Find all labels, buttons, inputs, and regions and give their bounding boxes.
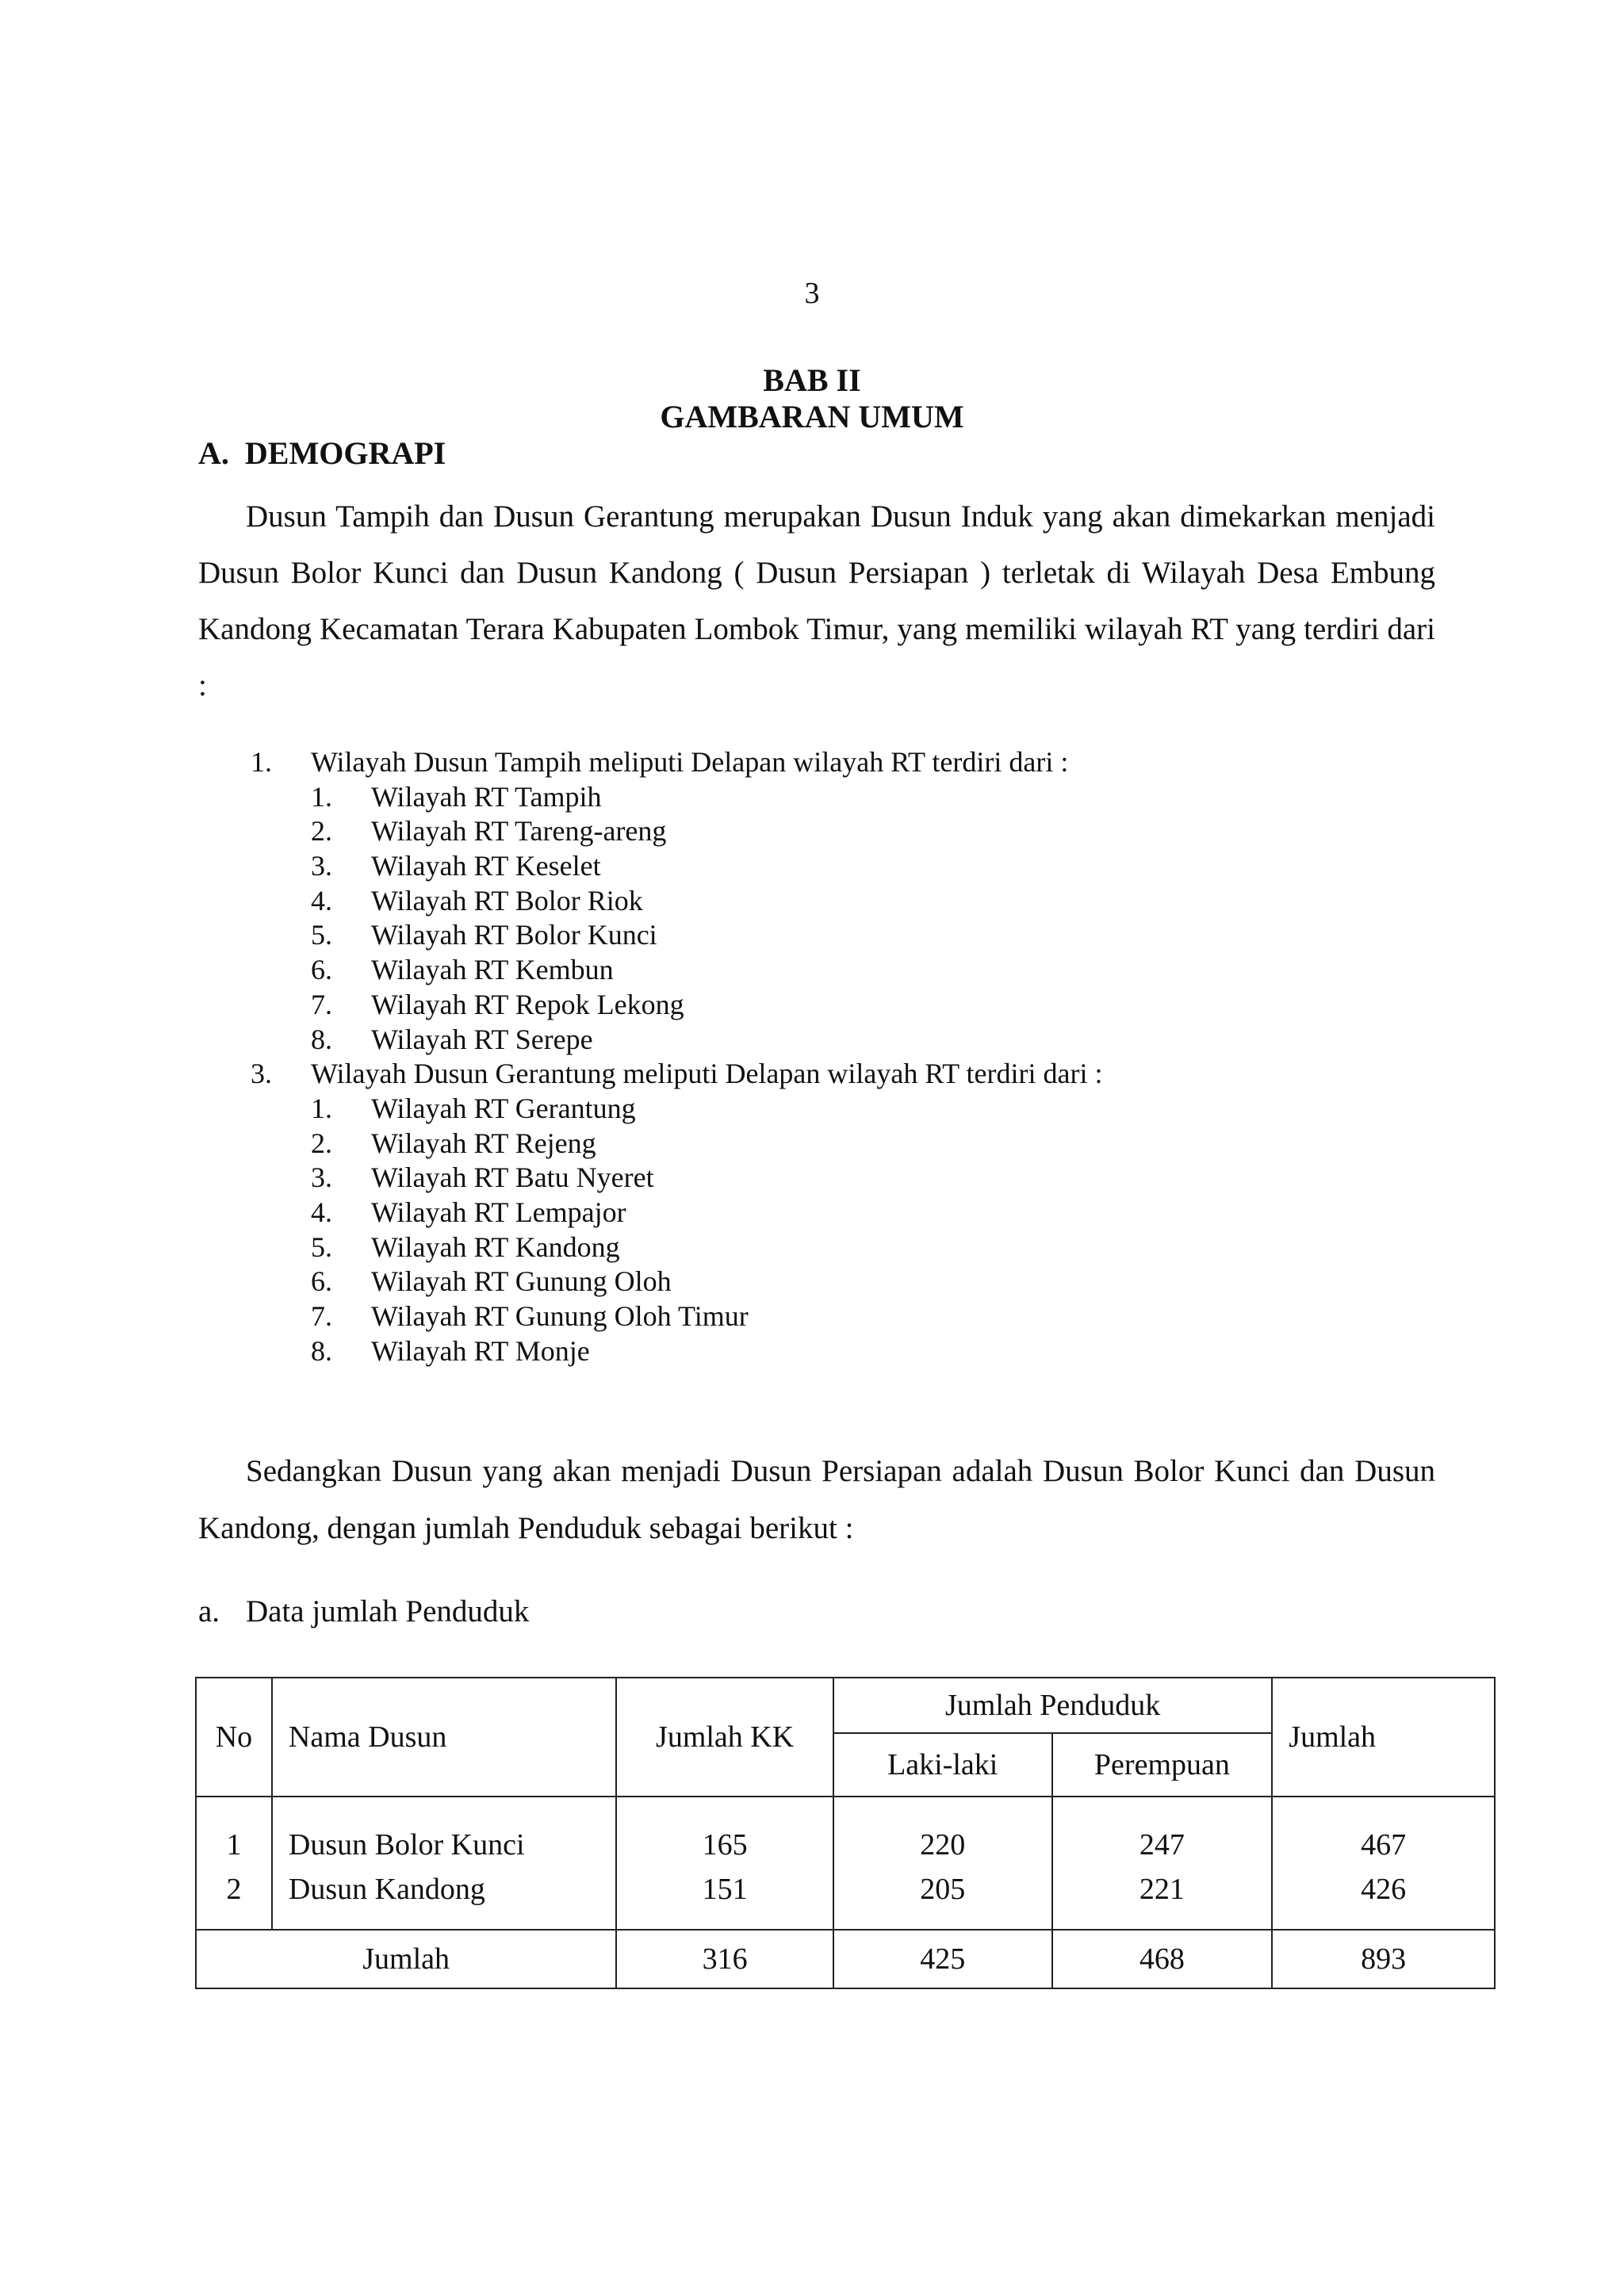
list-item: 2. Wilayah RT Tareng-areng xyxy=(311,815,667,848)
header-perempuan: Perempuan xyxy=(1052,1733,1273,1797)
intro-paragraph: Dusun Tampih dan Dusun Gerantung merupakan Dusun Induk yang akan dimekarkan menjadi Dusun Bolor Kunci dan Dusun Kandong ( Dusun Persiapan ) terletak di Wilayah Desa Embung Kandong Kecamatan Terara Kabupaten Lombok Timur, yang memiliki wilayah RT yang terdiri dari : xyxy=(198,499,1435,702)
list-item: 4. Wilayah RT Bolor Riok xyxy=(311,884,643,916)
section-heading xyxy=(198,434,446,472)
table-total-row xyxy=(196,1930,1495,1988)
table-cell: Dusun Kandong xyxy=(288,1873,485,1906)
subsection-label: a. xyxy=(198,1594,220,1628)
header-no: No xyxy=(196,1678,272,1797)
total-label: Jumlah xyxy=(196,1930,616,1988)
list-item: 2. Wilayah RT Rejeng xyxy=(311,1127,596,1159)
list-item: 1. Wilayah RT Tampih xyxy=(311,780,602,813)
col-jumlah xyxy=(1272,1797,1495,1930)
subsection-heading xyxy=(198,1594,529,1629)
list-item: 5. Wilayah RT Kandong xyxy=(311,1230,620,1263)
total-jumlah: 893 xyxy=(1272,1930,1495,1988)
table-cell: 220 xyxy=(920,1828,966,1862)
total-kk: 316 xyxy=(616,1930,833,1988)
list-heading: 3. Wilayah Dusun Gerantung meliputi Delapan wilayah RT terdiri dari : xyxy=(251,1058,1103,1090)
table-cell: 205 xyxy=(920,1873,966,1906)
chapter-title: GAMBARAN UMUM xyxy=(660,399,964,434)
list-item: 8. Wilayah RT Serepe xyxy=(311,1023,593,1055)
table-cell: 247 xyxy=(1139,1828,1185,1862)
header-jumlah-kk: Jumlah KK xyxy=(616,1678,833,1797)
col-kk xyxy=(616,1797,833,1930)
table-cell: 426 xyxy=(1361,1873,1407,1906)
list-item: 6. Wilayah RT Kembun xyxy=(311,954,614,986)
table-body xyxy=(196,1797,1495,1930)
population-table xyxy=(195,1677,1496,1989)
list-item: 7. Wilayah RT Gunung Oloh Timur xyxy=(311,1300,749,1332)
header-nama-dusun: Nama Dusun xyxy=(272,1678,616,1797)
list-item: 1. Wilayah RT Gerantung xyxy=(311,1092,636,1124)
second-paragraph: Sedangkan Dusun yang akan menjadi Dusun Persiapan adalah Dusun Bolor Kunci dan Dusun Kandong, dengan jumlah Penduduk sebagai berikut : xyxy=(198,1454,1435,1545)
table-cell: 2 xyxy=(226,1873,242,1906)
list-item: 4. Wilayah RT Lempajor xyxy=(311,1196,626,1228)
col-nama xyxy=(272,1797,616,1930)
chapter-heading: BAB II xyxy=(763,362,861,398)
section-title: DEMOGRAPI xyxy=(244,435,446,471)
table-cell: 467 xyxy=(1361,1828,1407,1862)
table-cell: 151 xyxy=(702,1873,748,1906)
section-label: A. xyxy=(198,435,229,471)
col-no xyxy=(196,1797,272,1930)
header-jumlah: Jumlah xyxy=(1272,1678,1495,1797)
subsection-title: Data jumlah Penduduk xyxy=(246,1594,530,1628)
header-jumlah-penduduk: Jumlah Penduduk xyxy=(833,1678,1272,1733)
total-laki: 425 xyxy=(833,1930,1052,1988)
total-perempuan: 468 xyxy=(1052,1930,1273,1988)
col-laki xyxy=(833,1797,1052,1930)
list-heading: 1. Wilayah Dusun Tampih meliputi Delapan wilayah RT terdiri dari : xyxy=(251,746,1069,778)
table-cell: Dusun Bolor Kunci xyxy=(288,1828,525,1862)
list-item: 6. Wilayah RT Gunung Oloh xyxy=(311,1265,672,1298)
table-cell: 165 xyxy=(702,1828,748,1862)
table-cell: 221 xyxy=(1139,1873,1185,1906)
rt-list xyxy=(198,745,1467,1368)
header-laki-laki: Laki-laki xyxy=(833,1733,1052,1797)
table-header-row xyxy=(196,1678,1495,1733)
table-cell: 1 xyxy=(226,1828,242,1862)
list-item: 5. Wilayah RT Bolor Kunci xyxy=(311,919,657,951)
col-perempuan xyxy=(1052,1797,1273,1930)
list-item: 7. Wilayah RT Repok Lekong xyxy=(311,988,684,1020)
list-item: 8. Wilayah RT Monje xyxy=(311,1334,590,1367)
list-item: 3. Wilayah RT Batu Nyeret xyxy=(311,1161,654,1194)
list-item: 3. Wilayah RT Keselet xyxy=(311,850,601,882)
page-number: 3 xyxy=(804,277,820,310)
